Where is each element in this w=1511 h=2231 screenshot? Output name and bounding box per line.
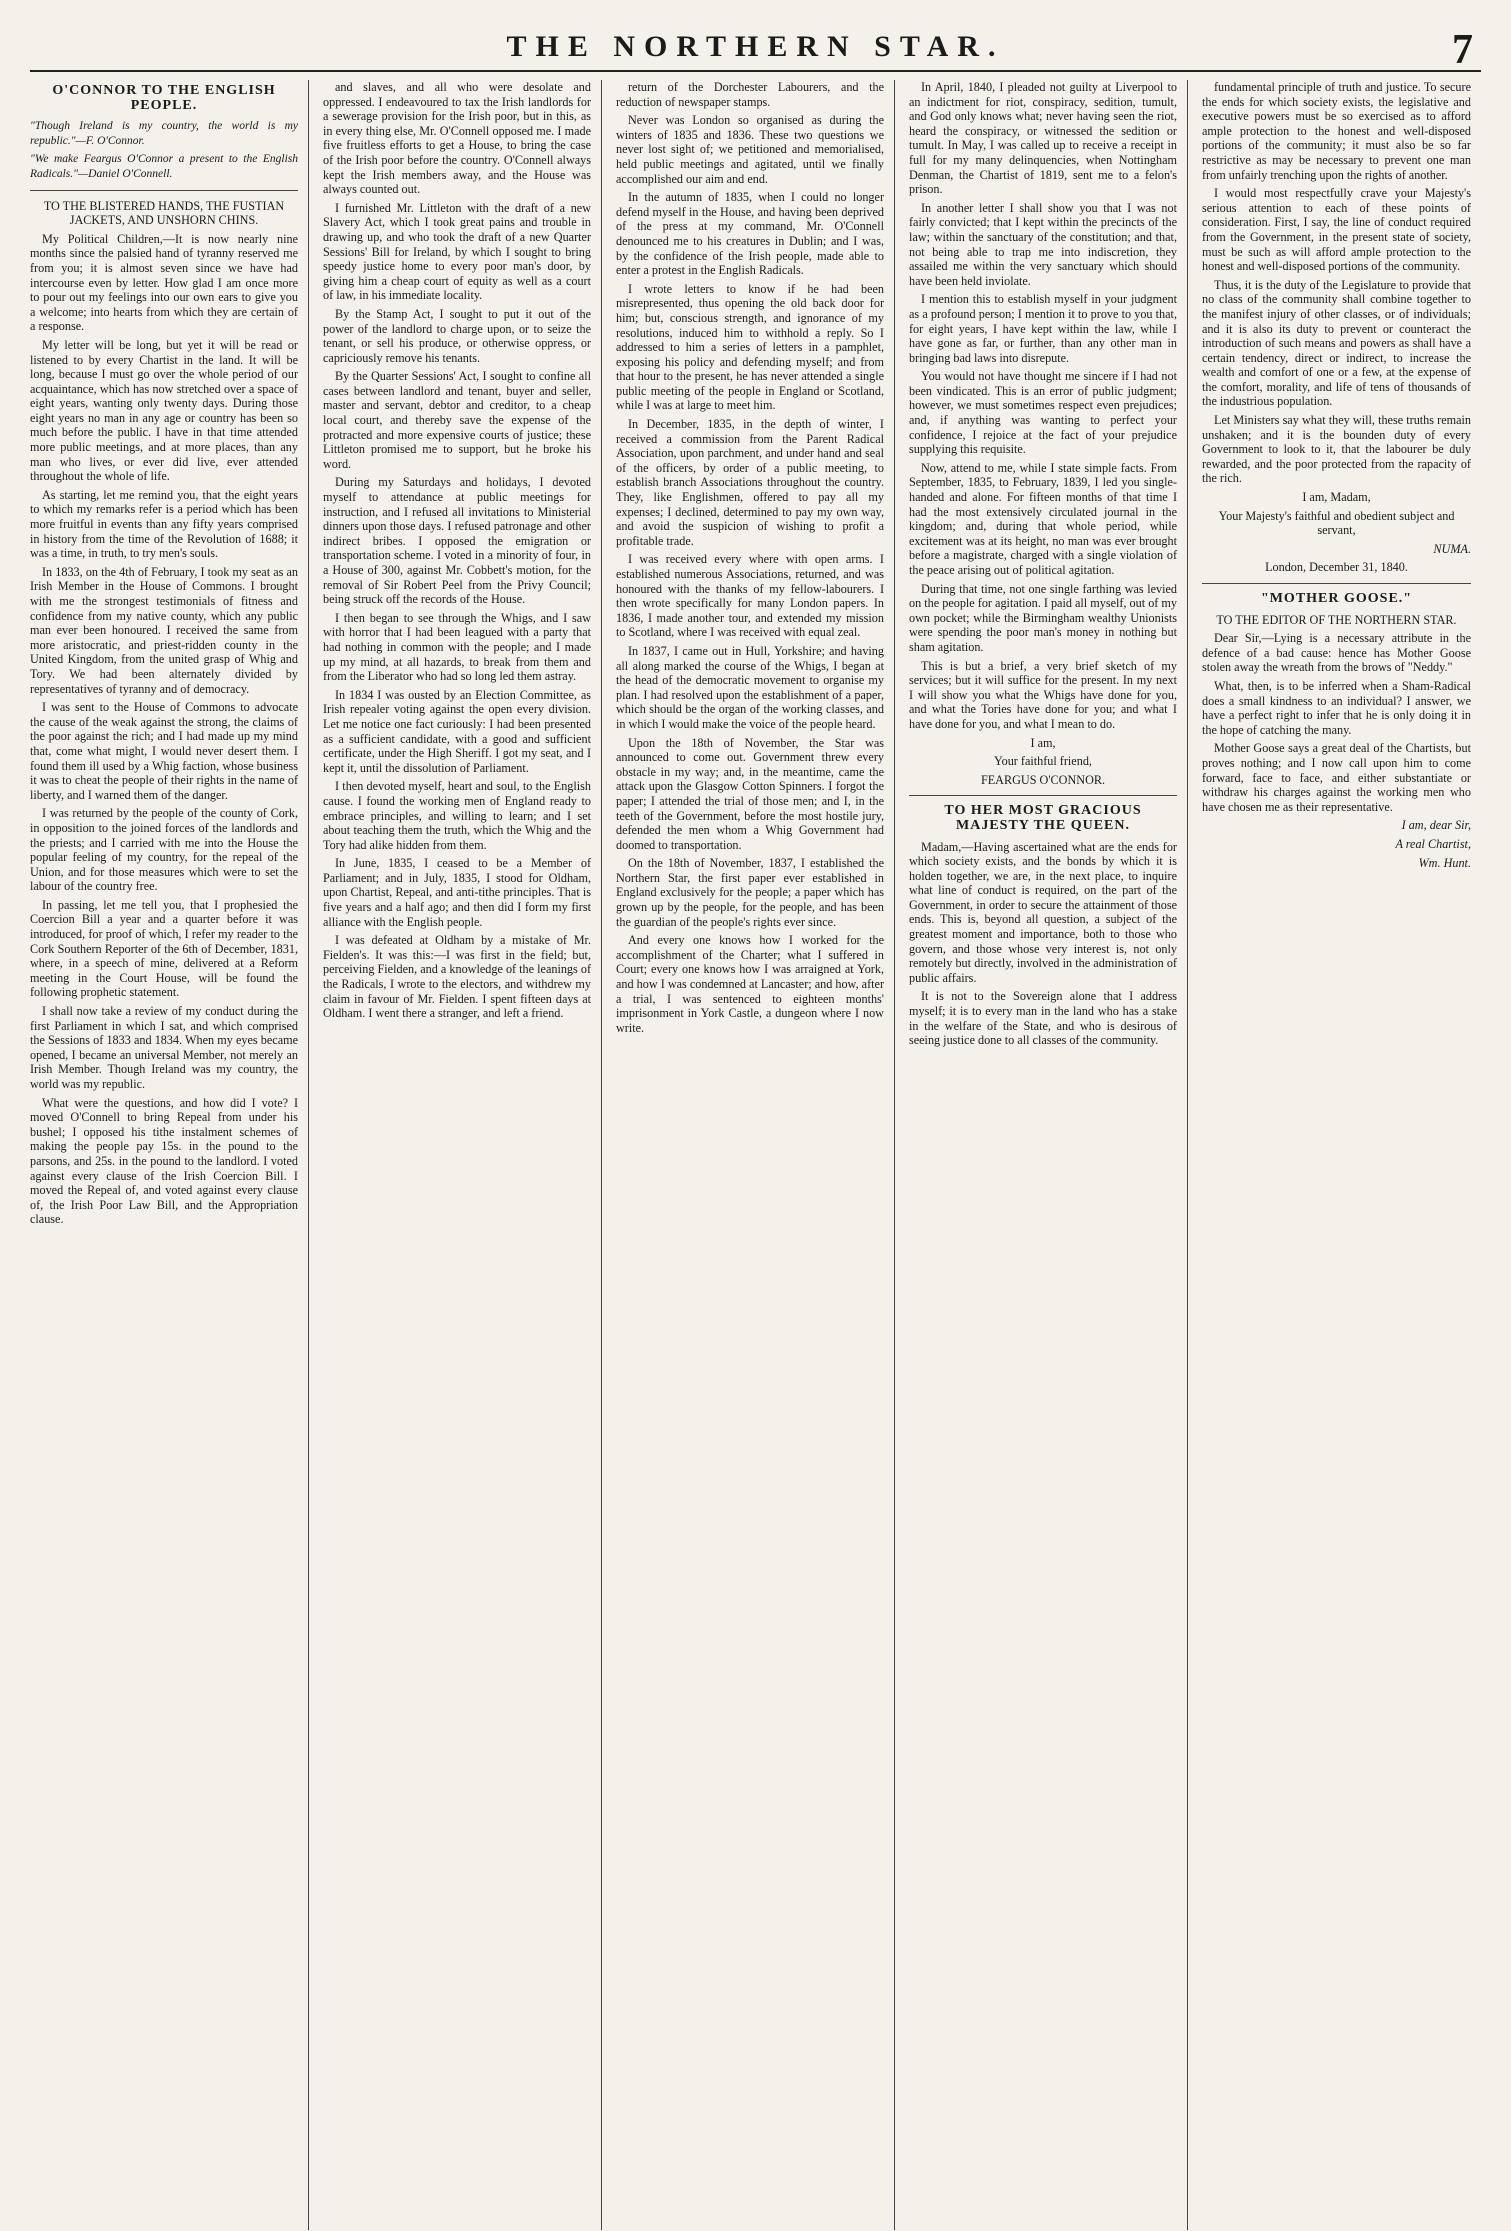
- paragraph: I shall now take a review of my conduct during the first Parliament in which I sat, and which comprised the Sessions of 1833 and 1834. When my eyes became opened, I became an universal Member, not merely an Irish Member. Though Ireland was my country, the world was my republic.: [30, 1004, 298, 1091]
- article-columns: [30, 80, 1481, 2230]
- letter-headline: TO HER MOST GRACIOUS MAJESTY THE QUEEN.: [944, 803, 1142, 833]
- paragraph: I furnished Mr. Littleton with the draft of a new Slavery Act, which I took great pains and trouble in drawing up, and who took the draft of a new Quarter Sessions' Bill for Ireland, by which I sought to bring speedy justice home to every poor man's door, by giving him a cheap court of equity as well as a court of law, in his immediate locality.: [323, 200, 591, 303]
- newspaper-title: THE NORTHERN STAR.: [506, 30, 1005, 63]
- signature: NUMA.: [1433, 541, 1471, 556]
- paragraph: In another letter I shall show you that I was not fairly convicted; that I kept within the precincts of the law; within the sanctuary of the constitution; and that, not being able to trap me into indiscretion, they assailed me within the very sanctuary which should have been held inviolate.: [909, 200, 1177, 288]
- column-2: [323, 80, 602, 2230]
- headline: O'CONNOR TO THE ENGLISH PEOPLE.: [52, 83, 276, 113]
- column-5: [1202, 80, 1481, 2230]
- paragraph: In 1837, I came out in Hull, Yorkshire; and having all along marked the course of the Whigs, I began at the head of the democratic movement to organise my plan. I had resolved upon the establishment of a paper, which should be the organ of the working classes, and in which I would make the voice of the people heard.: [616, 643, 884, 731]
- closing: I am,: [1030, 735, 1056, 750]
- paragraph: I was defeated at Oldham by a mistake of Mr. Fielden's. It was this:—I was first in the field; but, perceiving Fielden, and a knowledge of the leanings of the Radicals, I wrote to the electors, and withdrew my claim in favour of Mr. Fielden. I spent fifteen days at Oldham. I went there a stranger, and left a friend.: [323, 933, 591, 1021]
- divider: [1202, 583, 1471, 584]
- subheadline: TO THE BLISTERED HANDS, THE FUSTIAN JACKETS, AND UNSHORN CHINS.: [43, 198, 285, 228]
- closing: Your faithful friend,: [994, 754, 1092, 769]
- paragraph: As starting, let me remind you, that the eight years to which my remarks refer is a period which has been more fruitful in events than any fifty years comprised in history from the time of the Revolution of 1688; it was a time, in truth, to try men's souls.: [30, 487, 298, 561]
- paragraph: In April, 1840, I pleaded not guilty at Liverpool to an indictment for riot, conspiracy, sedition, tumult, and God only knows what; never having seen the riot, heard the conspiracy, or witnessed the sedition or tumult. In May, I was called up to receive a receipt in full for my many delinquencies, when Nottingham Denman, the Chartist of 1819, sent me to a felon's prison.: [909, 80, 1177, 197]
- paragraph: Upon the 18th of November, the Star was announced to come out. Government threw every obstacle in my way; and, in the meantime, came the attack upon the Glasgow Cotton Spinners. I forgot the paper; I attended the trial of those men; and I, in the teeth of the Government, before the most hostile jury, defended the men whom a Whig Government had doomed to transportation.: [616, 735, 884, 852]
- divider: [909, 795, 1177, 796]
- closing: A real Chartist,: [1395, 836, 1471, 851]
- paragraph: I was sent to the House of Commons to advocate the cause of the weak against the strong, the claims of the poor against the rich; and I had made up my mind that, come what might, I would never desert them. I found them ill used by a Whig faction, whose business it was to cheat the people of their rights in the name of liberty, and I warned them of the danger.: [30, 700, 298, 802]
- dateline: London, December 31, 1840.: [1265, 560, 1408, 575]
- paragraph: return of the Dorchester Labourers, and the reduction of newspaper stamps.: [616, 80, 884, 109]
- closing: I am, Madam,: [1302, 490, 1371, 505]
- column-1: [30, 80, 309, 2230]
- paragraph: And every one knows how I worked for the accomplishment of the Charter; what I suffered in Court; every one knows how I was arraigned at York, and how I was condemned at Lancaster; and how, after a trial, I was sentenced to eighteen months' imprisonment in York Castle, a dungeon where I now write.: [616, 933, 884, 1035]
- paragraph: In the autumn of 1835, when I could no longer defend myself in the House, and having been deprived of the press at my command, Mr. O'Connell denounced me to his creatures in Dublin; and I was, by the confidence of the Irish people, made able to enter a protest in the English Radicals.: [616, 190, 884, 278]
- paragraph: On the 18th of November, 1837, I established the Northern Star, the first paper ever established in England exclusively for the people; a paper which has grown up by the people, for the people, and has been the guardian of the people's rights ever since.: [616, 856, 884, 929]
- paragraph: I would most respectfully crave your Majesty's serious attention to each of these points of consideration. First, I say, the line of conduct required from the Government, in the present state of society, must be such as will afford ample protection to the honest and well-disposed portions of the community.: [1202, 186, 1471, 274]
- motto-2: "We make Feargus O'Connor a present to the English Radicals."—Daniel O'Connell.: [30, 153, 298, 180]
- masthead: [30, 24, 1481, 72]
- column-4: [909, 80, 1188, 2230]
- motto-1: "Though Ireland is my country, the world is my republic."—F. O'Connor.: [30, 120, 298, 147]
- letter-address: TO THE EDITOR OF THE NORTHERN STAR.: [1216, 612, 1457, 627]
- paragraph: I was received every where with open arms. I established numerous Associations, returned, and was honoured with the thanks of my fellow-labourers. I then wrote specifically for many London papers. In 1836, I made another tour, and extended my mission to Scotland, where I was received with equal zeal.: [616, 552, 884, 640]
- paragraph: During my Saturdays and holidays, I devoted myself to attendance at public meetings for instruction, and I refused all invitations to Ministerial dinners upon those days. I refused patronage and other indirect bribes. I opposed the emigration or transportation scheme. I voted in a minority of four, in a House of 300, against Mr. Cobbett's motion, for the removal of Sir Robert Peel from the Privy Council; being struck off the records of the House.: [323, 475, 591, 607]
- paragraph: fundamental principle of truth and justice. To secure the ends for which society exists, the legislative and executive powers must be so exercised as to afford ample protection to the honest and well-disposed portions of the community; it must also be so far restrictive as may be necessary to prevent one man from unfairly trenching upon the rights of another.: [1202, 80, 1471, 182]
- paragraph: and slaves, and all who were desolate and oppressed. I endeavoured to tax the Irish landlords for a sewerage provision for the Irish poor, but in this, as in every thing else, Mr. O'Connell opposed me. I made five fruitless efforts to get a House, to bring the case of the Irish poor before the country. O'Connell always kept the Irish members away, and the House was always counted out.: [323, 80, 591, 197]
- signature: Wm. Hunt.: [1418, 855, 1471, 870]
- closing: I am, dear Sir,: [1401, 818, 1471, 833]
- paragraph: I then began to see through the Whigs, and I saw with horror that I had been leagued with a party that had nothing in common with the people; and I made up my mind, at all hazards, to break from them and from the Liberator who had so long led them astray.: [323, 610, 591, 684]
- paragraph: By the Stamp Act, I sought to put it out of the power of the landlord to charge upon, or to seize the tenant, or sell his produce, or otherwise oppress, or capriciously remove his tenants.: [323, 306, 591, 365]
- signature: FEARGUS O'CONNOR.: [980, 772, 1106, 787]
- paragraph: In June, 1835, I ceased to be a Member of Parliament; and in July, 1835, I stood for Oldham, upon Chartist, Repeal, and anti-tithe principles. That is five years and a half ago; and then did I form my first alliance with the English people.: [323, 856, 591, 929]
- closing: Your Majesty's faithful and obedient subject and servant,: [1218, 508, 1455, 538]
- paragraph: This is but a brief, a very brief sketch of my services; but it will suffice for the present. In my next I will show you what the Whigs have done for you, and what the Tories have done for you; and what I have done for you, and what I mean to do.: [909, 658, 1177, 731]
- paragraph: What were the questions, and how did I vote? I moved O'Connell to bring Repeal from under his bushel; I opposed his tithe instalment schemes of making the people pay 15s. in the pound to the parsons, and 25s. in the pound to the landlord. I voted against every clause of the Irish Coercion Bill. I moved the Repeal of, and voted against every clause of, the Irish Poor Law Bill, and the Appropriation clause.: [30, 1095, 298, 1227]
- paragraph: You would not have thought me sincere if I had not been vindicated. This is an error of public judgment; however, we must sometimes respect even prejudices; and, if anything was wanting to perfect your confidence, I rejoice at the fact of your prejudice supplying this requisite.: [909, 369, 1177, 457]
- letter-headline: "MOTHER GOOSE.": [1260, 591, 1413, 606]
- paragraph: I wrote letters to know if he had been misrepresented, thus opening the old back door for him; but, conscious strength, and ignorance of my resolutions, induced him to withhold a reply. So I addressed to him a series of letters in a pamphlet, exposing his policy and defending myself; and from that hour to the present, he has never attended a single public meeting of the people in England or Scotland, while I was at large to meet him.: [616, 281, 884, 413]
- paragraph: During that time, not one single farthing was levied on the people for agitation. I paid all myself, out of my own pocket; while the Birmingham wealthy Unionists were spending the poor man's money in nothing but sham agitation.: [909, 581, 1177, 654]
- paragraph: In December, 1835, in the depth of winter, I received a commission from the Parent Radical Association, upon parchment, and under hand and seal of the officers, by order of a public meeting, to establish branch Associations throughout the country. They, like Englishmen, offered to pay all my expenses; I declined, determined to pay my own way, and avoid the suspicion of wishing to profit a profitable trade.: [616, 417, 884, 548]
- paragraph: I was returned by the people of the county of Cork, in opposition to the joined forces of the landlords and the priests; and I carried with me into the House the popular feeling of my country, for the repeal of the Union, and for those measures which were to set the labour of the country free.: [30, 806, 298, 894]
- paragraph: I mention this to establish myself in your judgment as a profound person; I mention it to prove to you that, for eight years, I have kept within the law, while I have gone as far, or further, than any other man in bringing bad laws into disrepute.: [909, 292, 1177, 365]
- paragraph: In passing, let me tell you, that I prophesied the Coercion Bill a year and a quarter before it was introduced, for proof of which, I refer my reader to the Cork Southern Reporter of the 6th of December, 1831, where, in a speech of mine, delivered at a Reform meeting in the Court House, will be found the following prophetic statement.: [30, 897, 298, 1000]
- paragraph: Now, attend to me, while I state simple facts. From September, 1835, to February, 1839, I led you single-handed and alone. For fifteen months of that time I had the most extensively circulated journal in the kingdom; and, during that whole period, while excitement was at its height, no man was ever brought before a magistrate, charged with a single violation of the peace arising out of political agitation.: [909, 460, 1177, 577]
- paragraph: By the Quarter Sessions' Act, I sought to confine all cases between landlord and tenant, buyer and seller, master and servant, debtor and creditor, to a cheap local court, and thereby save the expense of the protracted and more expensive courts of justice; these Littleton promised me to support, but he broke his word.: [323, 369, 591, 471]
- paragraph: Dear Sir,—Lying is a necessary attribute in the defence of a bad cause: hence has Mother Goose stolen away the wreath from the brows of "Neddy.": [1202, 631, 1471, 675]
- paragraph: Mother Goose says a great deal of the Chartists, but proves nothing; and I now call upon him to come forward, face to face, and either substantiate or withdraw his charges against the working men who have chosen me as their representative.: [1202, 741, 1471, 814]
- paragraph: Thus, it is the duty of the Legislature to provide that no class of the community shall combine together to the manifest injury of other classes, or of individuals; and it is also its duty to prevent or counteract the introduction of such means and powers as shall have a certain tendency, direct or indirect, to increase the wealth and comfort of one or a few, at the expense of the comfort, morality, and life of tens of thousands of the industrious population.: [1202, 277, 1471, 409]
- paragraph: My Political Children,—It is now nearly nine months since the palsied hand of tyranny reserved me from you; it is almost seven since we have had intercourse even by letter. How glad I am once more to pour out my feelings into our own ears to give you a welcome; into hearts from which they are certain of a response.: [30, 231, 298, 334]
- paragraph: In 1833, on the 4th of February, I took my seat as an Irish Member in the House of Commons. I brought with me the strongest testimonials of fitness and confidence from my native county, which any public man ever been honoured. I received the same from more aristocratic, and priest-ridden county in the United Kingdom, from the united grasp of Whig and Tory. We had been alternately divided by representatives of tyranny and of democracy.: [30, 564, 298, 696]
- paragraph: What, then, is to be inferred when a Sham-Radical does a small kindness to an individual? I answer, we have a perfect right to infer that he is only doing it in the hope of catching the many.: [1202, 678, 1471, 737]
- paragraph: It is not to the Sovereign alone that I address myself; it is to every man in the land who has a stake in the welfare of the State, and who is desirous of seeing justice done to all classes of the community.: [909, 989, 1177, 1048]
- paragraph: Let Ministers say what they will, these truths remain unshaken; and it is the bounden duty of every Government to look to it, that the labourer be duly rewarded, and the poor protected from the rapacity of the rich.: [1202, 413, 1471, 486]
- paragraph: Madam,—Having ascertained what are the ends for which society exists, and the bonds by which it is holden together, we are, in the next place, to inquire what line of conduct is required, on the part of the Government, in order to secure the attainment of those ends. This is, beyond all question, a subject of the greatest moment and importance, both to those who govern, and those whose very interest is, not only remotely but directly, involved in the administration of public affairs.: [909, 839, 1177, 985]
- paragraph: In 1834 I was ousted by an Election Committee, as Irish repealer voting against the open every division. Let me notice one fact curiously: I had been presented as a sufficient candidate, with a good and sufficient certificate, under the High Sheriff. I got my seat, and I kept it, until the dissolution of Parliament.: [323, 687, 591, 775]
- paragraph: My letter will be long, but yet it will be read or listened to by every Chartist in the land. It will be long, because I must go over the whole period of our acquaintance, which has now stretched over a space of eight years, wanting only twenty days. During those eight years no man in any age or country has been so much before the public. I have in that time attended more public meetings, and at more places, than any man who lives, or ever did live, ever attended throughout the whole of life.: [30, 337, 298, 484]
- column-3: [616, 80, 895, 2230]
- paragraph: I then devoted myself, heart and soul, to the English cause. I found the working men of England ready to embrace principles, and willing to learn; and I set about teaching them the truth, which the Whig and the Tory had alike hidden from them.: [323, 779, 591, 852]
- page-number: 7: [1452, 27, 1473, 73]
- divider: [30, 190, 298, 191]
- paragraph: Never was London so organised as during the winters of 1835 and 1836. These two questions we never lost sight of; we petitioned and memorialised, held public meetings and agitated, until we finally accomplished our aim and end.: [616, 113, 884, 186]
